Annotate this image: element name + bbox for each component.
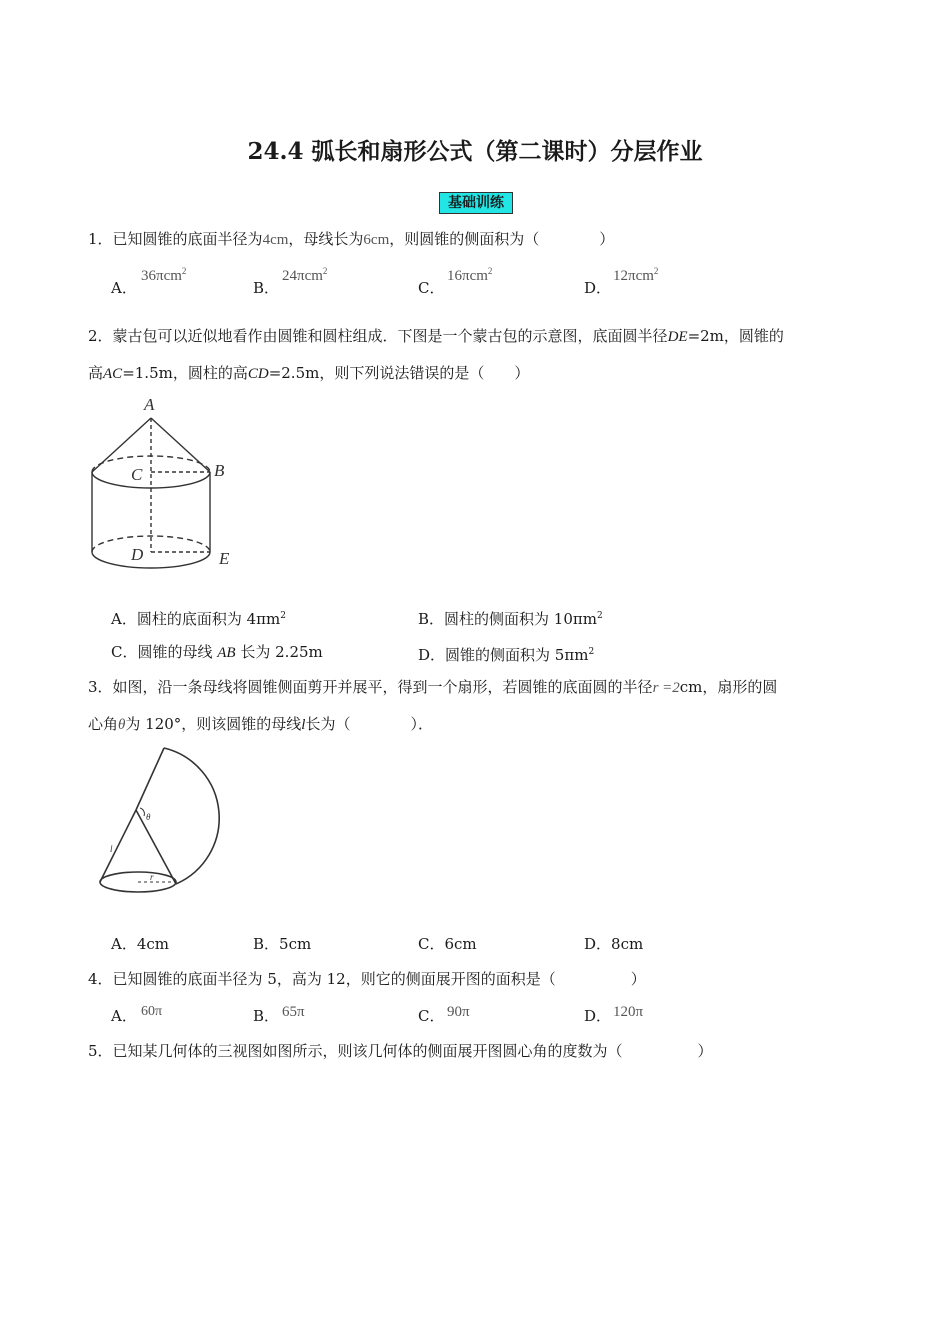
question-5: 5．已知某几何体的三视图如图所示，则该几何体的侧面展开图圆心角的度数为（ ）: [88, 1042, 713, 1060]
bottom-ellipse-front: [92, 552, 210, 568]
q4-option-d-value: 120π: [613, 1004, 644, 1020]
var-de: DE: [667, 329, 688, 345]
page-title: 24.4 弧长和扇形公式（第二课时）分层作业: [247, 138, 703, 165]
option-label: D．: [584, 279, 612, 297]
option-label: B．: [253, 279, 280, 297]
question-text: =2.5m，则下列说法错误的是（ ）: [268, 364, 530, 382]
label-b: B: [214, 461, 225, 480]
question-text: ，则圆锥的侧面积为（ ）: [389, 230, 615, 248]
question-text: =1.5m，圆柱的高: [122, 364, 248, 382]
sector-radius-top: [136, 748, 164, 810]
label-l: l: [110, 844, 113, 854]
option-a[interactable]: [111, 278, 137, 298]
math-radius: 4cm: [262, 232, 289, 248]
question-1: [88, 229, 614, 250]
question-text: 心角: [88, 715, 119, 733]
question-2-line-1: [88, 326, 784, 347]
section-label: 基础训练: [439, 192, 513, 214]
q2-option-a[interactable]: A．圆柱的底面积为 $4\pi m^2$: [111, 610, 286, 628]
q3-option-b[interactable]: B．5cm: [253, 935, 312, 953]
question-2-line-2: [88, 363, 529, 384]
question-text: cm，扇形的圆: [679, 678, 778, 696]
q3-option-c[interactable]: C．6cm: [418, 935, 477, 953]
question-number: 1．: [88, 230, 113, 248]
math-r: r =2: [652, 680, 680, 696]
math-slant: 6cm: [363, 232, 390, 248]
option-d[interactable]: [584, 278, 611, 298]
question-text: 为 120°，则该圆锥的母线: [125, 715, 302, 733]
option-label: C．: [418, 279, 445, 297]
option-b-value: 24πcm$^2$: [282, 266, 328, 284]
question-3-line-1: [88, 677, 777, 698]
label-r: r: [150, 872, 154, 882]
q2-option-b[interactable]: B．圆柱的侧面积为 $10\pi m^2$: [418, 610, 603, 628]
label-a: A: [144, 395, 155, 414]
math-theta: θ: [118, 717, 126, 733]
yurt-figure: [86, 392, 246, 582]
option-d-value: 12πcm$^2$: [613, 266, 659, 284]
q4-option-c-value: 90π: [447, 1004, 470, 1020]
q4-option-b-value: 65π: [282, 1004, 305, 1020]
option-b[interactable]: [253, 278, 279, 298]
var-cd: CD: [247, 366, 269, 382]
q4-option-c[interactable]: C．: [418, 1007, 445, 1025]
q4-option-d[interactable]: D．: [584, 1007, 612, 1025]
question-text: 高: [88, 364, 104, 382]
var-l: l: [301, 717, 306, 733]
question-text: =2m，圆锥的: [687, 327, 784, 345]
var-ac: AC: [103, 366, 123, 382]
q4-option-b[interactable]: B．: [253, 1007, 280, 1025]
label-d: D: [131, 545, 144, 564]
q2-option-c[interactable]: C．圆锥的母线 AB 长为 2.25m: [111, 643, 323, 661]
option-c-value: 16πcm$^2$: [447, 266, 493, 284]
q3-option-d[interactable]: D．8cm: [584, 935, 644, 953]
option-label: A．: [111, 279, 137, 297]
option-a-value: 36πcm$^2$: [141, 266, 187, 284]
question-text: ，母线长为: [288, 230, 364, 248]
cone-slant-left: [100, 810, 136, 882]
sector-arc: [164, 748, 219, 884]
sector-cone-figure: [92, 744, 222, 904]
q4-option-a-value: 60π: [141, 1004, 163, 1019]
question-text: 2．蒙古包可以近似地看作由圆锥和圆柱组成．下图是一个蒙古包的示意图，底面圆半径: [88, 327, 668, 345]
q2-option-d[interactable]: D．圆锥的侧面积为 $5\pi m^2$: [418, 646, 595, 664]
q3-option-a[interactable]: A．4cm: [111, 935, 170, 953]
question-4: 4．已知圆锥的底面半径为 5，高为 12，则它的侧面展开图的面积是（ ）: [88, 970, 646, 988]
label-e: E: [219, 549, 230, 568]
q4-option-a[interactable]: A．: [111, 1007, 137, 1025]
question-text: 3．如图，沿一条母线将圆锥侧面剪开并展平，得到一个扇形，若圆锥的底面圆的半径: [88, 678, 653, 696]
question-3-line-2: [88, 714, 433, 735]
label-c: C: [131, 465, 143, 484]
question-text: 已知圆锥的底面半径为: [112, 230, 263, 248]
option-c[interactable]: [418, 278, 444, 298]
question-text: 长为（ ）．: [305, 715, 433, 733]
label-theta: θ: [146, 812, 151, 822]
angle-mark: [140, 808, 144, 816]
